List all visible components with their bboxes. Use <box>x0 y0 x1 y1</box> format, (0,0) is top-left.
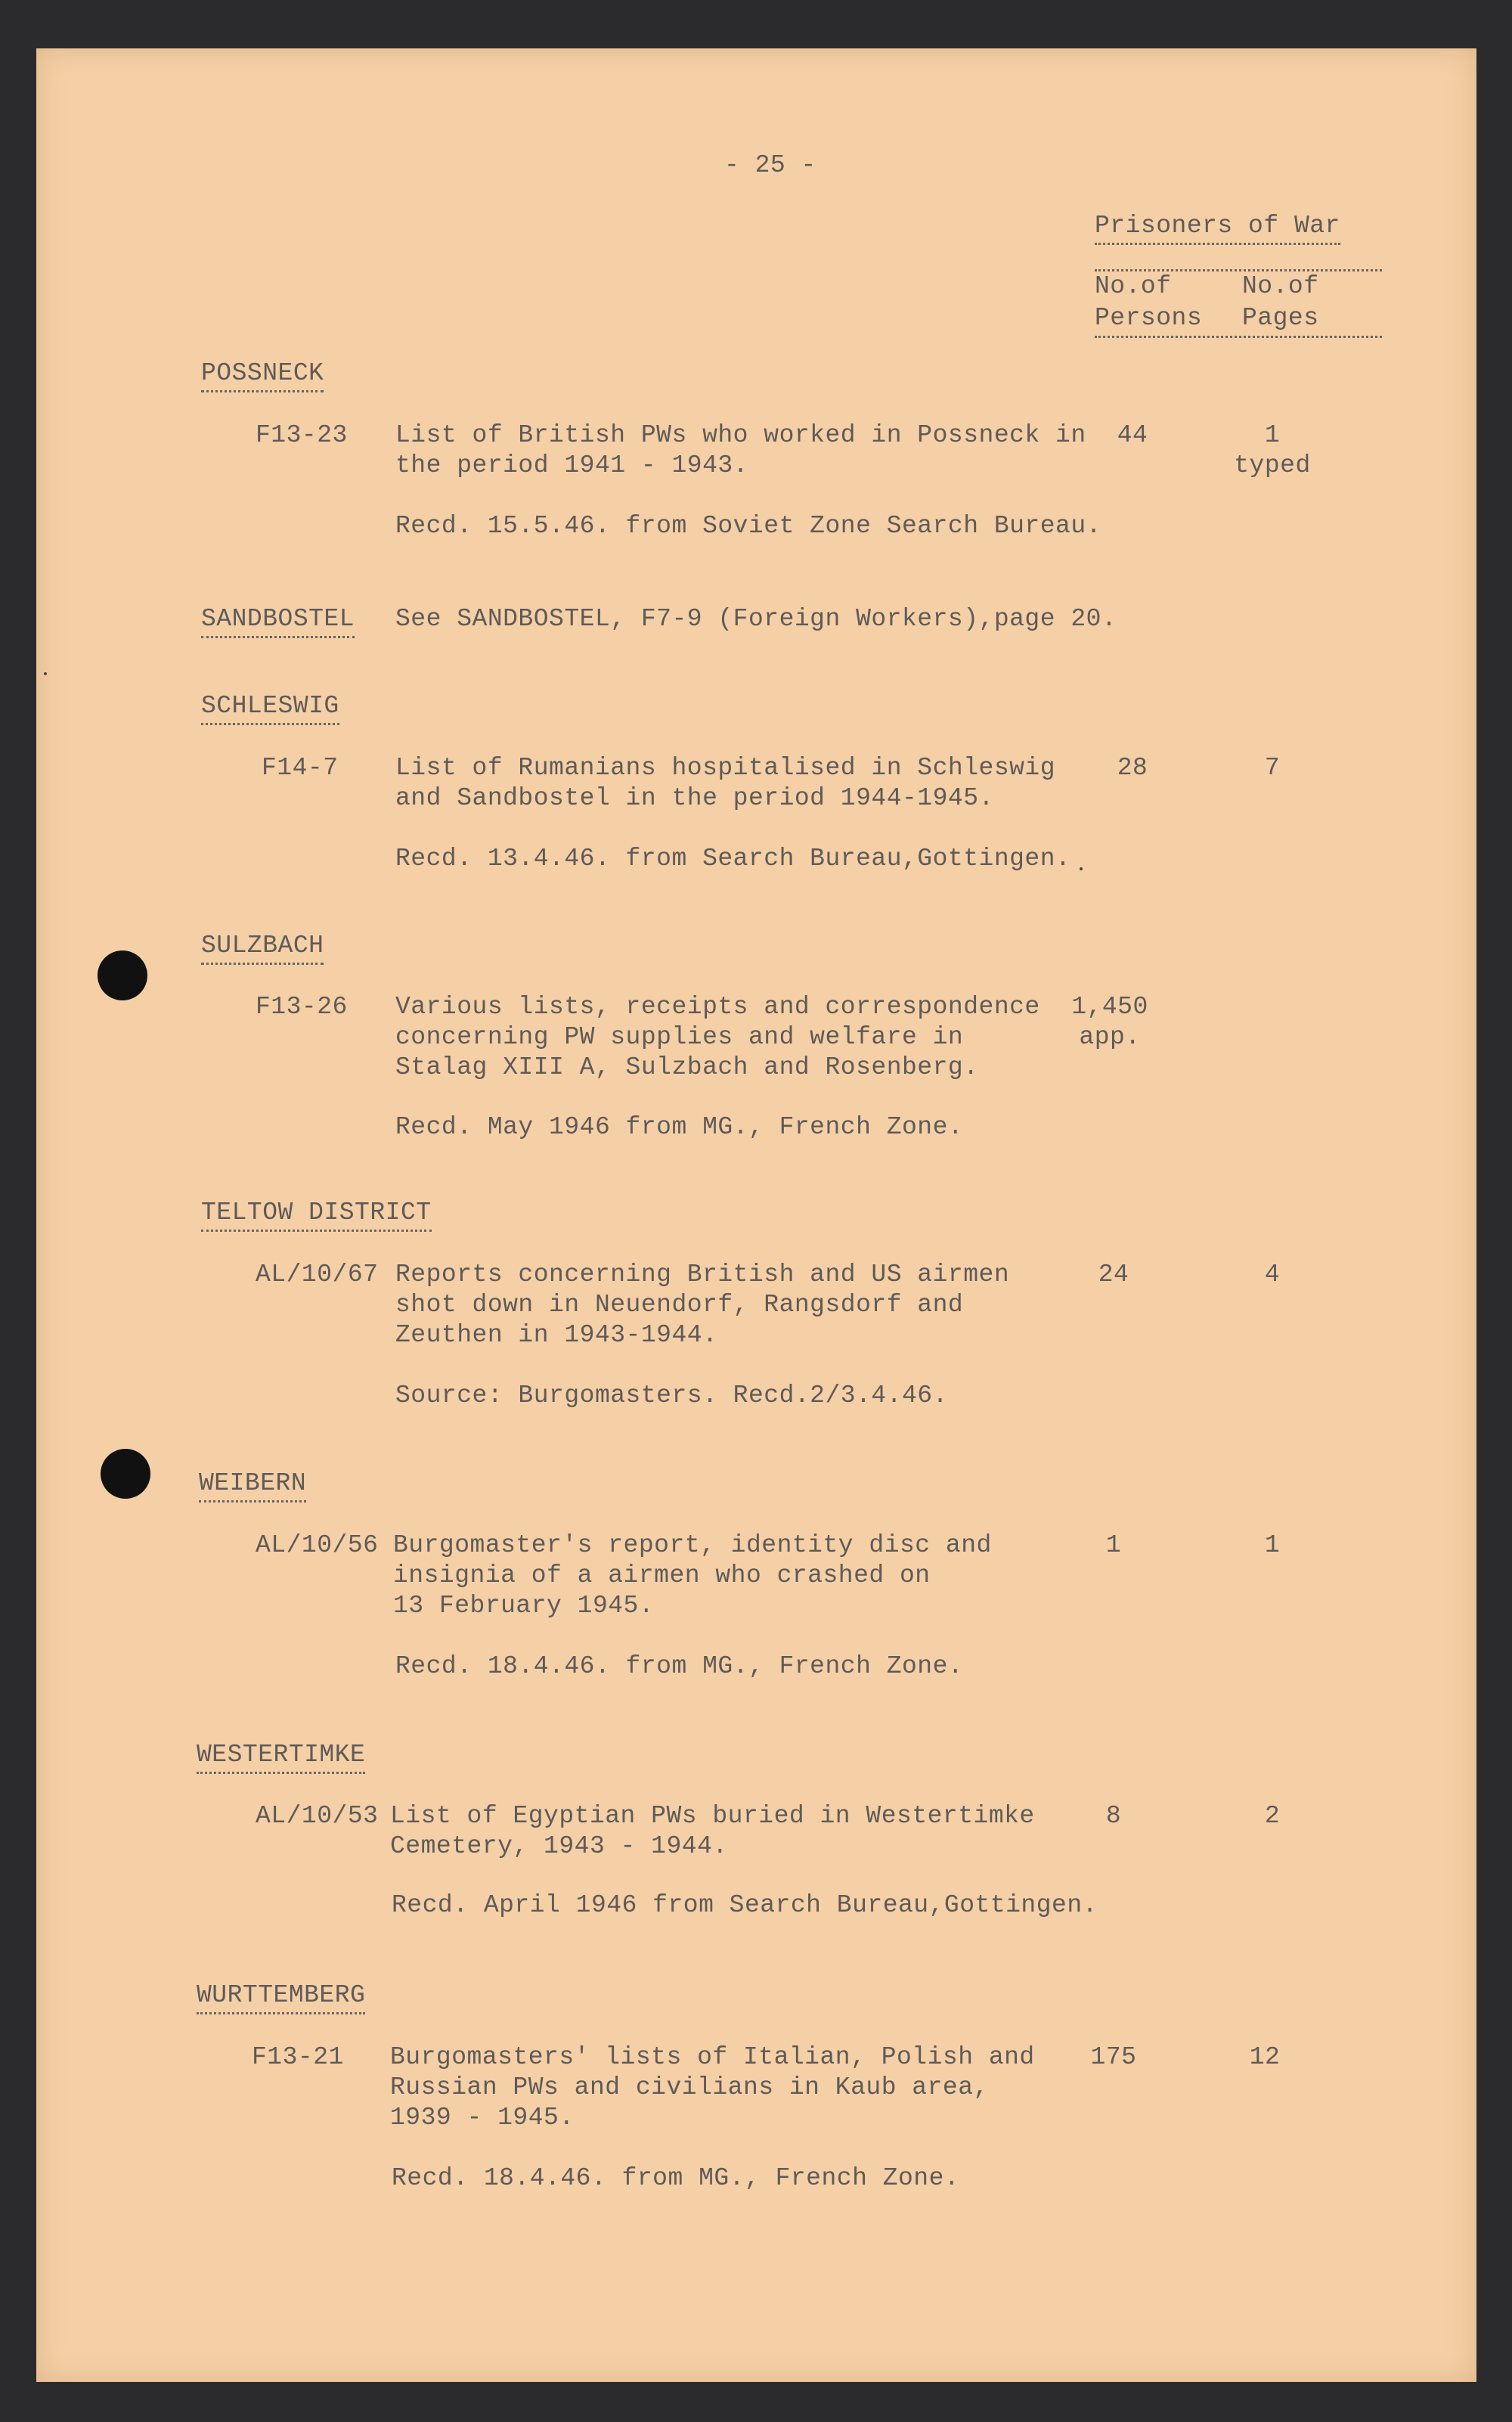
entry-description-line: 1939 - 1945. <box>390 2104 575 2132</box>
reference-code: F14-7 <box>262 754 339 782</box>
reference-code: AL/10/67 <box>256 1261 379 1289</box>
page-number: - 25 - <box>724 151 816 179</box>
entry-description-line: insignia of a airmen who crashed on <box>393 1561 931 1589</box>
entry-description-line: Burgomaster's report, identity disc and <box>393 1531 992 1559</box>
entry-description-line: Stalag XIII A, Sulzbach and Rosenberg. <box>395 1053 979 1081</box>
entry-received: Recd. 18.4.46. from MG., French Zone. <box>395 1652 964 1680</box>
reference-code: AL/10/53 <box>256 1802 379 1830</box>
header-bottom-rule <box>1095 336 1382 338</box>
place-heading: POSSNECK <box>201 358 324 392</box>
place-heading: WURTTEMBERG <box>197 1980 365 2014</box>
entry-received: Recd. 13.4.46. from Search Bureau,Gottingen. <box>395 845 1071 873</box>
entry-description-line: List of Rumanians hospitalised in Schleswig <box>395 754 1056 782</box>
persons-count: 1 <box>1105 1531 1122 1559</box>
pages-count: 1 <box>1264 421 1281 449</box>
entry-received: Recd. April 1946 from Search Bureau,Gottingen. <box>392 1891 1098 1919</box>
entry-description-line: List of Egyptian PWs buried in Westertimke <box>390 1802 1035 1830</box>
punch-hole-top <box>98 951 147 1000</box>
pages-note: typed <box>1234 451 1311 479</box>
place-heading: TELTOW DISTRICT <box>201 1198 432 1232</box>
persons-count: 24 <box>1098 1261 1129 1289</box>
entry-description-line: concerning PW supplies and welfare in <box>395 1023 964 1051</box>
entry-description-line: shot down in Neuendorf, Rangsdorf and <box>395 1291 964 1319</box>
persons-note: app. <box>1079 1023 1141 1051</box>
entry-description-line: 13 February 1945. <box>393 1592 655 1620</box>
entry-description-line: Burgomasters' lists of Italian, Polish and <box>390 2043 1035 2071</box>
entry-description-line: Cemetery, 1943 - 1944. <box>390 1832 728 1860</box>
persons-count: 8 <box>1105 1802 1122 1830</box>
pages-heading-line1: No.of <box>1242 272 1319 300</box>
persons-heading-line1: No.of <box>1095 272 1172 300</box>
pages-count: 1 <box>1264 1531 1281 1559</box>
reference-code: F13-21 <box>252 2043 344 2071</box>
entry-description-line: the period 1941 - 1943. <box>395 451 748 479</box>
pages-count: 2 <box>1264 1802 1281 1830</box>
ink-speck <box>44 672 47 675</box>
persons-heading-line2: Persons <box>1095 304 1203 332</box>
persons-count: 175 <box>1090 2043 1137 2071</box>
place-heading: SANDBOSTEL <box>201 604 355 638</box>
reference-code: F13-23 <box>256 421 348 449</box>
entry-description-line: Reports concerning British and US airmen <box>395 1261 1010 1289</box>
reference-code: F13-26 <box>256 993 348 1021</box>
pages-count: 4 <box>1264 1261 1281 1289</box>
document-page <box>36 48 1476 2382</box>
entry-received: Recd. 18.4.46. from MG., French Zone. <box>392 2164 960 2192</box>
persons-count: 44 <box>1117 421 1148 449</box>
place-heading: SCHLESWIG <box>201 691 339 725</box>
persons-count: 28 <box>1117 754 1148 782</box>
ink-speck <box>1080 867 1083 870</box>
entry-received: Recd. 15.5.46. from Soviet Zone Search Bureau. <box>395 512 1101 540</box>
entry-description-line: List of British PWs who worked in Possneck in <box>395 421 1086 449</box>
pages-heading-line2: Pages <box>1242 304 1319 332</box>
pages-count: 12 <box>1249 2043 1281 2071</box>
column-group-heading: Prisoners of War <box>1095 211 1340 245</box>
entry-description-line: Various lists, receipts and correspondence <box>395 993 1040 1021</box>
entry-description-line: Russian PWs and civilians in Kaub area, <box>390 2073 989 2101</box>
entry-received: Recd. May 1946 from MG., French Zone. <box>395 1113 964 1141</box>
place-heading: WEIBERN <box>199 1468 306 1503</box>
cross-reference: See SANDBOSTEL, F7-9 (Foreign Workers),page 20. <box>395 605 1117 633</box>
place-heading: WESTERTIMKE <box>197 1740 365 1774</box>
persons-count: 1,450 <box>1071 993 1148 1021</box>
punch-hole-bottom <box>101 1449 150 1499</box>
place-heading: SULZBACH <box>201 931 324 965</box>
entry-description-line: Zeuthen in 1943-1944. <box>395 1321 718 1349</box>
entry-received: Source: Burgomasters. Recd.2/3.4.46. <box>395 1382 948 1409</box>
pages-count: 7 <box>1264 754 1281 782</box>
reference-code: AL/10/56 <box>256 1531 379 1559</box>
entry-description-line: and Sandbostel in the period 1944-1945. <box>395 784 994 812</box>
